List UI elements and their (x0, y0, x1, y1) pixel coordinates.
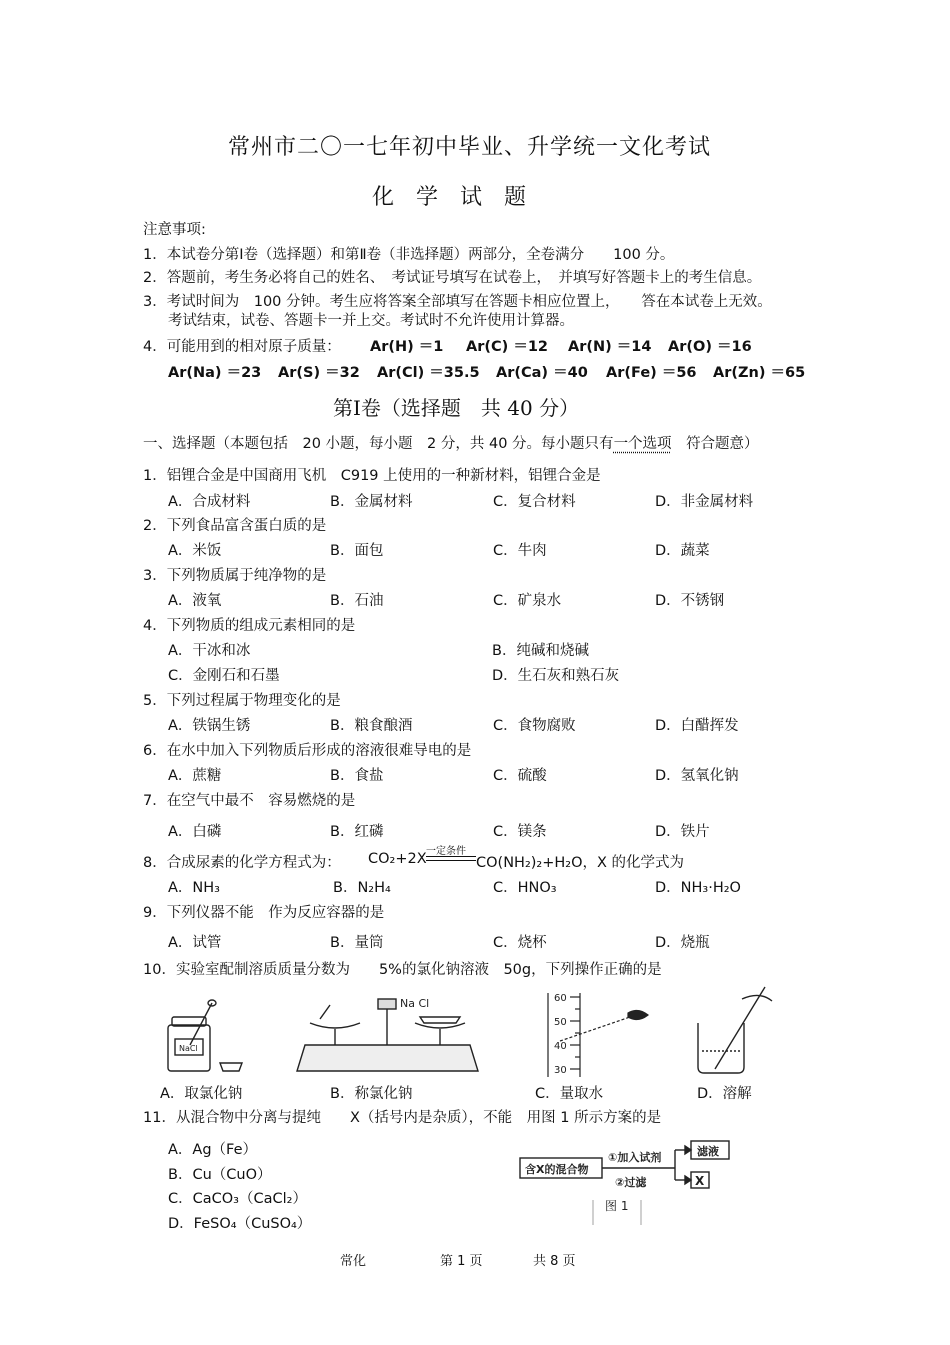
option: C．矿泉水 (493, 593, 562, 609)
option: C．复合材料 (493, 494, 576, 510)
option: C．HNO₃ (493, 880, 557, 896)
ar-c: Ar(C) ＝12 (466, 339, 548, 355)
reagent-jar-icon (168, 1000, 242, 1071)
option: D．非金属材料 (655, 494, 754, 510)
option: B．称氯化钠 (330, 1086, 413, 1102)
equation-arrow-line (426, 860, 476, 861)
option: D．氢氧化钠 (655, 768, 739, 784)
ar-cl: Ar(Cl) ＝35.5 (377, 365, 480, 381)
ar-s: Ar(S) ＝32 (278, 365, 360, 381)
option: A．合成材料 (168, 494, 251, 510)
note-2: 2．答题前，考生务必将自己的姓名、 考试证号填写在试卷上， 并填写好答题卡上的考生信息。 (143, 270, 762, 286)
ar-o: Ar(O) ＝16 (668, 339, 752, 355)
ar-na: Ar(Na) ＝23 (168, 365, 262, 381)
option: A．蔗糖 (168, 768, 222, 784)
note-3: 3．考试时间为 100 分钟。考生应将答案全部填写在答题卡相应位置上， 答在本试卷上无效。 (143, 294, 772, 310)
equation-arrow-line (426, 856, 476, 857)
option: D．烧瓶 (655, 935, 710, 951)
option: B．金属材料 (330, 494, 413, 510)
nacl-jar-label: NaCl (179, 1044, 198, 1053)
option: D．白醋挥发 (655, 718, 739, 734)
q10-figures (160, 985, 780, 1080)
question-stem: 10．实验室配制溶质质量分数为 5%的氯化钠溶液 50g，下列操作正确的是 (143, 962, 662, 978)
x-label: X (695, 1174, 705, 1188)
option: A．试管 (168, 935, 222, 951)
option: B．面包 (330, 543, 384, 559)
note-4: 4．可能用到的相对原子质量： (143, 339, 341, 355)
equation-condition: 一定条件 (426, 846, 466, 857)
option: A．铁锅生锈 (168, 718, 251, 734)
footer-subject: 常化 (340, 1254, 367, 1269)
ar-zn: Ar(Zn) ＝65 (713, 365, 806, 381)
option: B．粮食酿酒 (330, 718, 413, 734)
mixture-label: 含X的混合物 (525, 1163, 589, 1176)
ar-n: Ar(N) ＝14 (568, 339, 652, 355)
option: B．红磷 (330, 824, 384, 840)
option: B．石油 (330, 593, 384, 609)
option: A．NH₃ (168, 880, 220, 896)
option: D．蔬菜 (655, 543, 710, 559)
option: B．纯碱和烧碱 (492, 643, 589, 659)
option: B．N₂H₄ (333, 880, 391, 896)
option: A．米饭 (168, 543, 222, 559)
option: D．NH₃·H₂O (655, 880, 741, 896)
cylinder-tick: 50 (554, 1017, 567, 1028)
question-stem: 4．下列物质的组成元素相同的是 (143, 618, 356, 634)
option: A．白磷 (168, 824, 222, 840)
option: A．干冰和冰 (168, 643, 251, 659)
ar-fe: Ar(Fe) ＝56 (606, 365, 697, 381)
question-stem: 9．下列仪器不能 作为反应容器的是 (143, 905, 385, 921)
option: C．CaCO₃（CaCl₂） (168, 1191, 307, 1207)
question-stem: 8．合成尿素的化学方程式为： (143, 855, 341, 871)
step1-label: ①加入试剂 (608, 1151, 662, 1164)
emphasis-one-option: 一个选项 (613, 436, 672, 452)
equation-right: CO(NH₂)₂+H₂O，X 的化学式为 (476, 855, 685, 871)
question-stem: 1．铝锂合金是中国商用飞机 C919 上使用的一种新材料，铝锂合金是 (143, 468, 601, 484)
question-stem: 6．在水中加入下列物质后形成的溶液很难导电的是 (143, 743, 472, 759)
option: D．FeSO₄（CuSO₄） (168, 1216, 312, 1232)
question-stem: 3．下列物质属于纯净物的是 (143, 568, 327, 584)
option: A．Ag（Fe） (168, 1142, 258, 1158)
figure-1-flowchart (515, 1130, 735, 1230)
exam-title: 常州市二〇一七年初中毕业、升学统一文化考试 (228, 135, 712, 160)
option: C．烧杯 (493, 935, 547, 951)
question-stem: 7．在空气中最不 容易燃烧的是 (143, 793, 356, 809)
notes-heading: 注意事项: (143, 222, 206, 238)
question-stem: 11．从混合物中分离与提纯 X（括号内是杂质），不能 用图 1 所示方案的是 (143, 1110, 662, 1126)
beaker-icon (698, 987, 772, 1073)
option: D．溶解 (697, 1086, 752, 1102)
cylinder-tick: 60 (554, 993, 567, 1004)
option: C．硫酸 (493, 768, 547, 784)
option: A．取氯化钠 (160, 1086, 243, 1102)
filtrate-label: 滤液 (697, 1145, 719, 1158)
section-instructions: 一、选择题（本题包括 20 小题，每小题 2 分，共 40 分。每小题只有一个选项 符合题意） (143, 436, 759, 452)
option: C．牛肉 (493, 543, 547, 559)
option: D．不锈钢 (655, 593, 725, 609)
figure-caption: 图 1 (605, 1199, 629, 1213)
cylinder-tick: 30 (554, 1065, 567, 1076)
option: C．食物腐败 (493, 718, 576, 734)
subject-title: 化 学 试 题 (372, 185, 527, 210)
note-1: 1．本试卷分第Ⅰ卷（选择题）和第Ⅱ卷（非选择题）两部分，全卷满分 100 分。 (143, 247, 675, 263)
option: B．Cu（CuO） (168, 1167, 272, 1183)
equation-left: CO₂+2X (368, 851, 427, 867)
option: C．镁条 (493, 824, 547, 840)
footer-total: 共 8 页 (533, 1254, 576, 1269)
option: B．食盐 (330, 768, 384, 784)
ar-ca: Ar(Ca) ＝40 (496, 365, 588, 381)
balance-icon (297, 999, 478, 1071)
question-stem: 2．下列食品富含蛋白质的是 (143, 518, 327, 534)
ar-h: Ar(H) ＝1 (370, 339, 444, 355)
option: D．生石灰和熟石灰 (492, 668, 620, 684)
note-3-cont: 考试结束，试卷、答题卡一并上交。考试时不允许使用计算器。 (168, 313, 574, 329)
section-title: 第Ⅰ卷（选择题 共 40 分） (333, 396, 580, 420)
option: D．铁片 (655, 824, 710, 840)
nacl-balance-label: Na Cl (400, 997, 430, 1010)
option: A．液氧 (168, 593, 222, 609)
footer-page: 第 1 页 (440, 1254, 483, 1269)
cylinder-tick: 40 (554, 1041, 567, 1052)
option: B．量筒 (330, 935, 384, 951)
option: C．量取水 (535, 1086, 604, 1102)
question-stem: 5．下列过程属于物理变化的是 (143, 693, 341, 709)
step2-label: ②过滤 (615, 1176, 647, 1189)
option: C．金刚石和石墨 (168, 668, 280, 684)
